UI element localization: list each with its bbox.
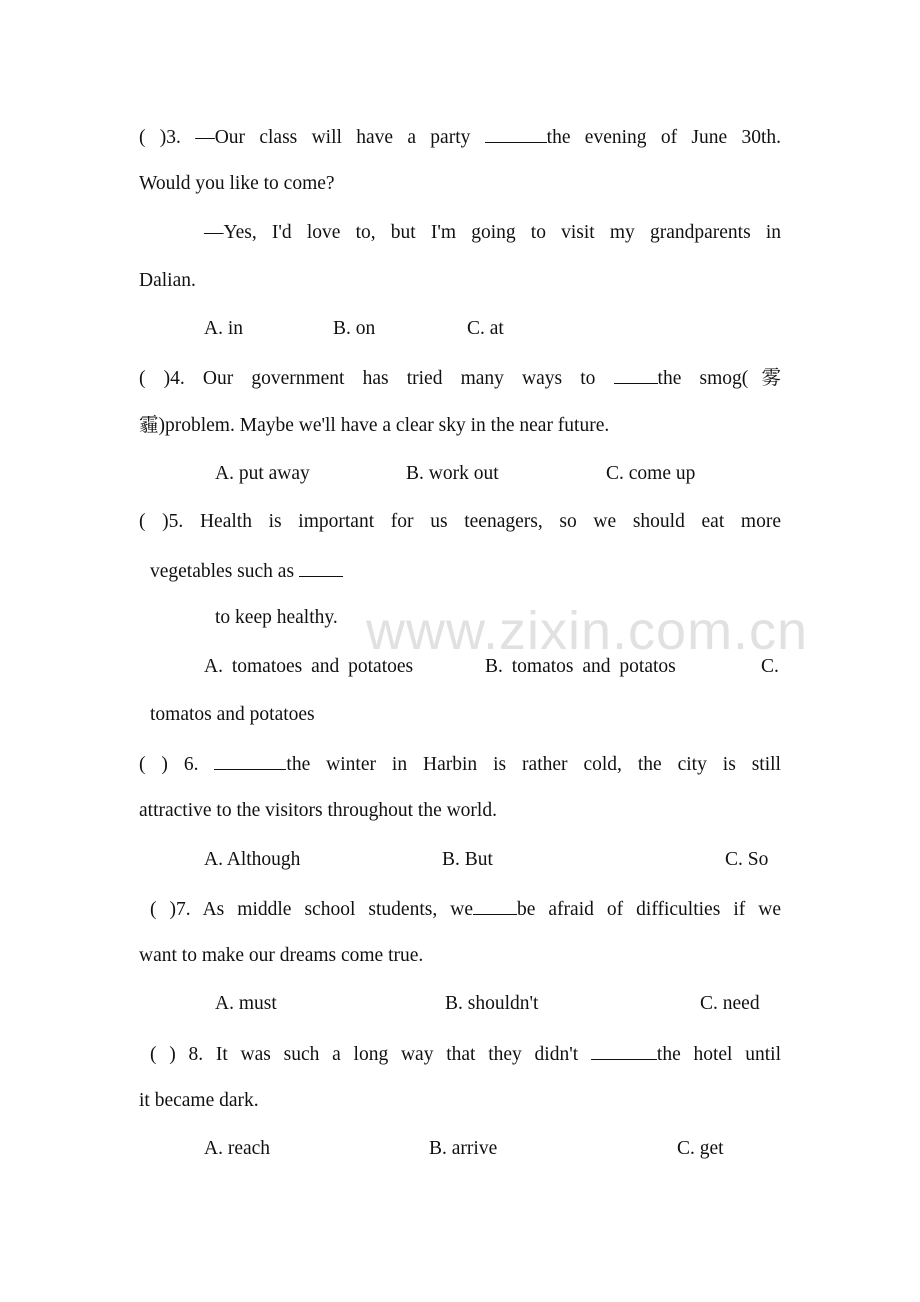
q7-option-b: B. shouldn't: [445, 993, 539, 1014]
q8-blank: [591, 1041, 657, 1060]
q4-option-c: C. come up: [606, 463, 696, 484]
q6-blank: [214, 751, 286, 770]
q5-blank: [299, 558, 343, 577]
watermark: www.zixin.com.cn: [366, 601, 809, 661]
q5-line-3: to keep healthy.: [215, 607, 338, 628]
q5-option-c-text: tomatos and potatoes: [150, 704, 315, 725]
q4-line-1: ( )4. Our government has tried many ways to the smog(雾: [139, 365, 781, 391]
q5-line-2: vegetables such as: [150, 558, 343, 584]
q7-option-a: A. must: [215, 993, 277, 1014]
q6-option-c: C. So: [725, 849, 769, 870]
q7-option-c: C. need: [700, 993, 760, 1014]
q6-option-b: B. But: [442, 849, 493, 870]
q5-option-c-label: C.: [761, 656, 779, 677]
q4-line-2: 霾)problem. Maybe we'll have a clear sky in the near future.: [139, 415, 610, 436]
q8-line-2: it became dark.: [139, 1090, 259, 1111]
q4-blank: [614, 365, 658, 384]
q6-line-2: attractive to the visitors throughout the world.: [139, 800, 497, 821]
q6-option-a: A. Although: [204, 849, 301, 870]
q8-option-a: A. reach: [204, 1138, 271, 1159]
q5-line-1: ( )5. Health is important for us teenagers, so we should eat more: [139, 511, 781, 532]
q3-option-a: A. in: [204, 318, 243, 339]
q5-option-a: A. tomatoes and potatoes: [204, 656, 414, 677]
q4-option-a: A. put away: [215, 463, 310, 484]
q8-line-1: ( ) 8. It was such a long way that they didn't the hotel until: [150, 1041, 781, 1067]
q3-line-2: Would you like to come?: [139, 173, 335, 194]
q7-line-2: want to make our dreams come true.: [139, 945, 424, 966]
q8-option-c: C. get: [677, 1138, 724, 1159]
q4-option-b: B. work out: [406, 463, 499, 484]
q3-line-1: ( )3. —Our class will have a party the evening of June 30th.: [139, 124, 781, 150]
q7-line-1: ( )7. As middle school students, we be afraid of difficulties if we: [150, 896, 781, 922]
q8-option-b: B. arrive: [429, 1138, 498, 1159]
q3-option-b: B. on: [333, 318, 376, 339]
q3-option-c: C. at: [467, 318, 504, 339]
q5-option-b: B. tomatos and potatos: [485, 656, 676, 677]
q3-line-4: Dalian.: [139, 270, 196, 291]
q3-line-3: —Yes, I'd love to, but I'm going to visit my grandparents in: [204, 222, 781, 243]
q7-blank: [473, 896, 517, 915]
q6-line-1: ( ) 6. the winter in Harbin is rather cold, the city is still: [139, 751, 781, 777]
q3-blank: [485, 124, 547, 143]
